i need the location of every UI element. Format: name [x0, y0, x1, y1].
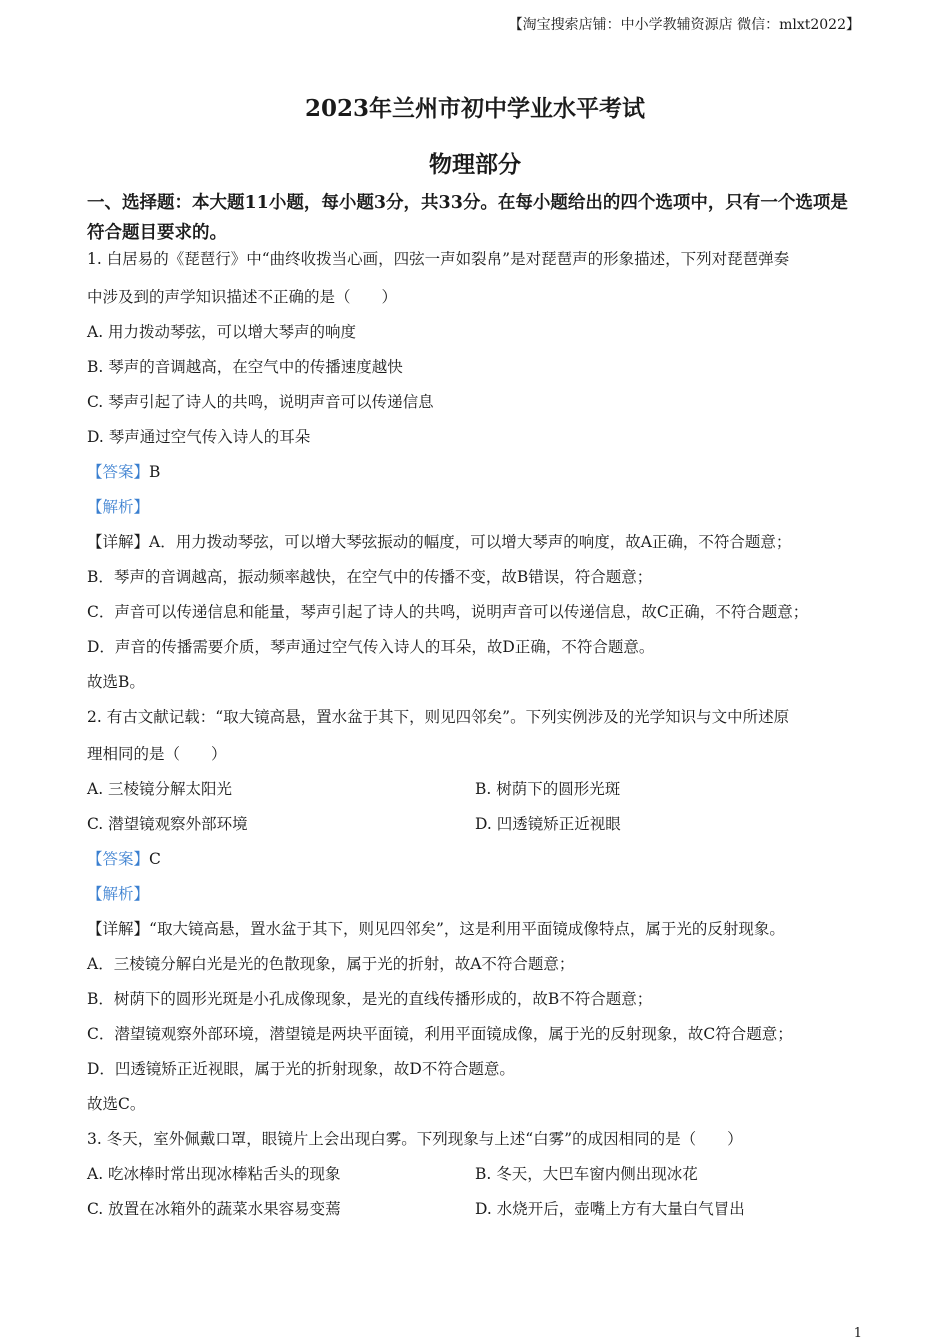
- answer-value: B: [149, 463, 161, 481]
- answer-label: 【答案】: [87, 850, 150, 868]
- q2-detail-b: B．树荫下的圆形光斑是小孔成像现象，是光的直线传播形成的，故B不符合题意；: [87, 990, 653, 1008]
- detail-label: 【详解】: [87, 533, 150, 551]
- q2-detail-intro: [87, 919, 785, 939]
- page-number: 1: [853, 1326, 862, 1341]
- q2-option-a: A. 三棱镜分解太阳光: [87, 780, 233, 798]
- q1-option-b: B. 琴声的音调越高，在空气中的传播速度越快: [87, 358, 403, 376]
- q2-stem-line2: 理相同的是（ ）: [87, 745, 227, 763]
- q2-detail-d: D．凹透镜矫正近视眼，属于光的折射现象，故D不符合题意。: [87, 1060, 515, 1078]
- q3-option-c: C. 放置在冰箱外的蔬菜水果容易变蔫: [87, 1200, 341, 1218]
- detail-text: “取大镜高悬，置水盆于其下，则见四邻矣”，这是利用平面镜成像特点，属于光的反射现象。: [149, 920, 785, 938]
- detail-text: A．用力拨动琴弦，可以增大琴弦振动的幅度，可以增大琴声的响度，故A正确，不符合题意；: [149, 533, 792, 551]
- answer-label: 【答案】: [87, 463, 150, 481]
- detail-label: 【详解】: [87, 920, 150, 938]
- q1-detail-d: D．声音的传播需要介质，琴声通过空气传入诗人的耳朵，故D正确，不符合题意。: [87, 638, 655, 656]
- page-header-note: 【淘宝搜索店铺：中小学教辅资源店 微信：mlxt2022】: [508, 17, 860, 33]
- answer-value: C: [149, 850, 161, 868]
- section-heading: 一、选择题：本大题11小题，每小题3分，共33分。在每小题给出的四个选项中，只有一个选项是符合题目要求的。: [87, 193, 848, 243]
- q1-option-d: D. 琴声通过空气传入诗人的耳朵: [87, 428, 311, 446]
- q3-option-b: B. 冬天，大巴车窗内侧出现冰花: [475, 1165, 698, 1183]
- q2-answer: [87, 849, 161, 869]
- q2-conclusion: 故选C。: [87, 1095, 146, 1113]
- q2-analysis-label: 【解析】: [87, 885, 150, 903]
- q3-stem: 3. 冬天，室外佩戴口罩，眼镜片上会出现白雾。下列现象与上述“白雾”的成因相同的是（ ）: [87, 1130, 743, 1148]
- q2-option-d: D. 凹透镜矫正近视眼: [475, 815, 621, 833]
- exam-title: 2023年兰州市初中学业水平考试: [304, 95, 645, 122]
- q1-detail-a: [87, 532, 791, 552]
- exam-subtitle: 物理部分: [429, 151, 521, 178]
- q2-detail-c: C．潜望镜观察外部环境，潜望镜是两块平面镜，利用平面镜成像，属于光的反射现象，故C符合题意；: [87, 1025, 793, 1043]
- q1-analysis-label: 【解析】: [87, 498, 150, 516]
- q3-option-d: D. 水烧开后，壶嘴上方有大量白气冒出: [475, 1200, 745, 1218]
- q2-stem-line1: 2. 有古文献记载：“取大镜高悬，置水盆于其下，则见四邻矣”。下列实例涉及的光学知识与文中所述原: [87, 708, 790, 726]
- q1-detail-b: B．琴声的音调越高，振动频率越快，在空气中的传播不变，故B错误，符合题意；: [87, 568, 653, 586]
- q1-answer: [87, 462, 160, 482]
- q1-stem-line2: 中涉及到的声学知识描述不正确的是（ ）: [87, 288, 398, 306]
- q1-stem-line1: 1. 白居易的《琵琶行》中“曲终收拨当心画，四弦一声如裂帛”是对琵琶声的形象描述，下列对琵琶弹奏: [87, 250, 790, 268]
- q1-detail-c: C．声音可以传递信息和能量，琴声引起了诗人的共鸣，说明声音可以传递信息，故C正确，不符合题意；: [87, 603, 809, 621]
- q1-conclusion: 故选B。: [87, 673, 145, 691]
- q2-option-c: C. 潜望镜观察外部环境: [87, 815, 248, 833]
- q1-option-c: C. 琴声引起了诗人的共鸣，说明声音可以传递信息: [87, 393, 434, 411]
- q3-option-a: A. 吃冰棒时常出现冰棒粘舌头的现象: [87, 1165, 341, 1183]
- q2-detail-a: A．三棱镜分解白光是光的色散现象，属于光的折射，故A不符合题意；: [87, 955, 575, 973]
- q1-option-a: A. 用力拨动琴弦，可以增大琴声的响度: [87, 323, 357, 341]
- q2-option-b: B. 树荫下的圆形光斑: [475, 780, 621, 798]
